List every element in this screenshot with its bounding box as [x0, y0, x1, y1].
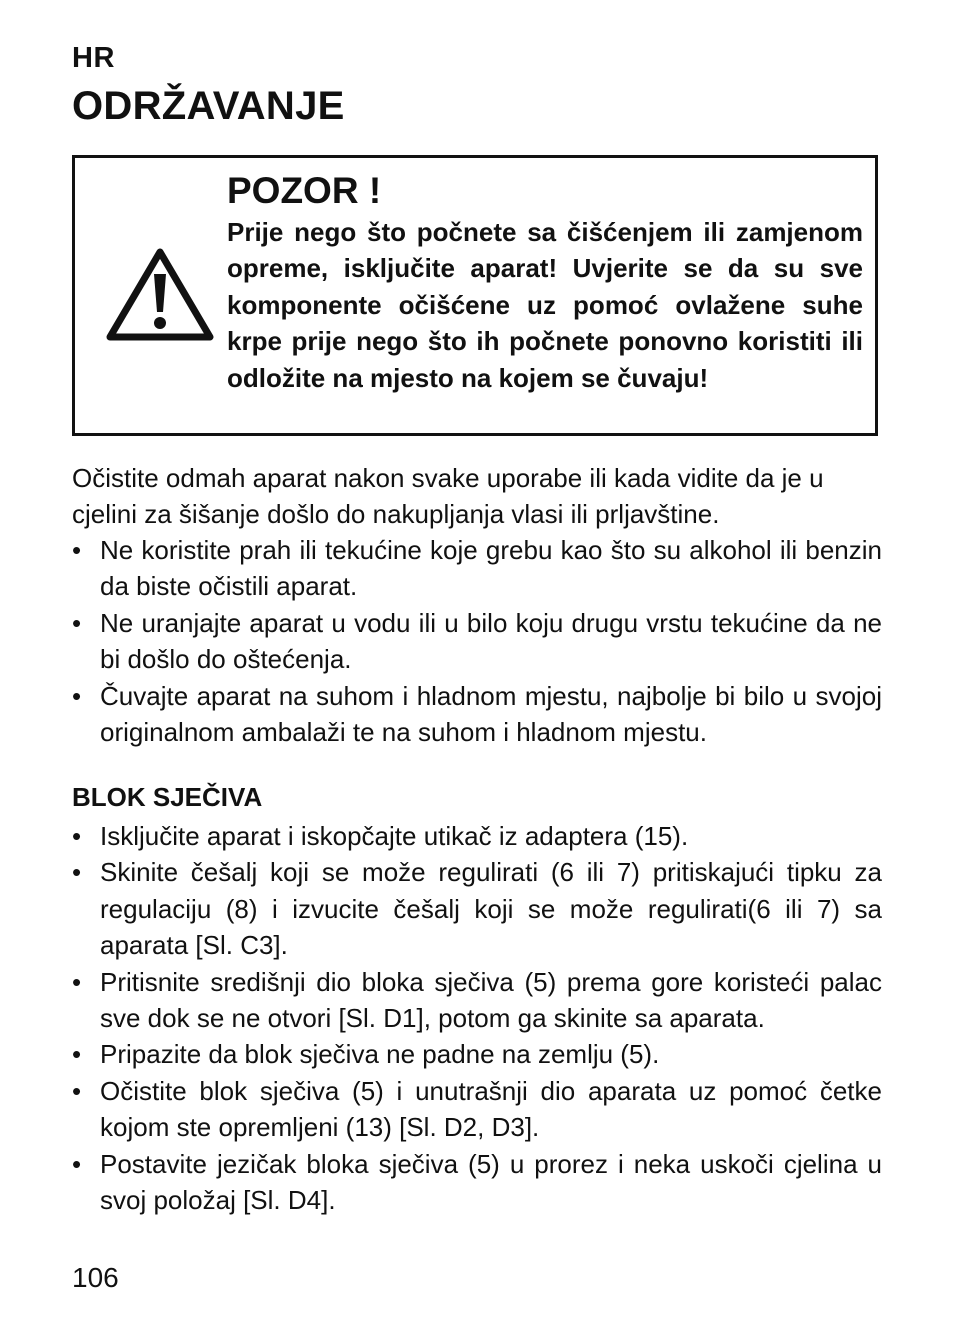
blade-steps-list: [72, 818, 882, 1218]
intro-paragraph: Očistite odmah aparat nakon svake uporabe ili kada vidite da je u cjelini za šišanje došlo do nakupljanja vlasi ili prljavštine.: [72, 463, 824, 530]
list-item: • Skinite češalj koji se može regulirati (6 ili 7) pritiskajući tipku za regulaciju (8) i izvucite češalj koji se može regulirati(6 ili 7) sa aparata [Sl. C3].: [72, 854, 882, 963]
list-item: • Pritisnite središnji dio bloka sječiva (5) prema gore koristeći palac sve dok se ne otvori [Sl. D1], potom ga skinite sa aparata.: [72, 964, 882, 1037]
warning-text: Prije nego što počnete sa čišćenjem ili zamjenom opreme, isključite aparat! Uvjerite se da su sve komponente očišćene uz pomoć ovlažene suhe krpe prije nego što ih počnete ponovno koristiti ili odložite na mjesto na kojem se čuvaju!: [227, 217, 863, 393]
list-item: • Pripazite da blok sječiva ne padne na zemlju (5).: [72, 1036, 882, 1072]
list-item: • Ne koristite prah ili tekućine koje grebu kao što su alkohol ili benzin da biste očistili aparat.: [72, 532, 882, 605]
list-item: • Isključite aparat i iskopčajte utikač iz adaptera (15).: [72, 818, 882, 854]
section-heading: BLOK SJEČIVA: [72, 782, 263, 812]
language-code: HR: [72, 42, 115, 74]
list-item: • Postavite jezičak bloka sječiva (5) u prorez i neka uskoči cjelina u svoj položaj [Sl. D4].: [72, 1146, 882, 1219]
warning-heading: POZOR !: [227, 170, 382, 211]
page-title: ODRŽAVANJE: [72, 84, 345, 128]
general-cleaning-list: [72, 532, 882, 750]
warning-box: [72, 155, 878, 436]
page-number: 106: [72, 1262, 119, 1293]
warning-triangle-icon: [105, 246, 215, 344]
list-item: • Očistite blok sječiva (5) i unutrašnji dio aparata uz pomoć četke kojom ste opremljeni (13) [Sl. D2, D3].: [72, 1073, 882, 1146]
list-item: • Ne uranjajte aparat u vodu ili u bilo koju drugu vrstu tekućine da ne bi došlo do oštećenja.: [72, 605, 882, 678]
list-item: • Čuvajte aparat na suhom i hladnom mjestu, najbolje bi bilo u svojoj originalnom ambalaži te na suhom i hladnom mjestu.: [72, 678, 882, 751]
